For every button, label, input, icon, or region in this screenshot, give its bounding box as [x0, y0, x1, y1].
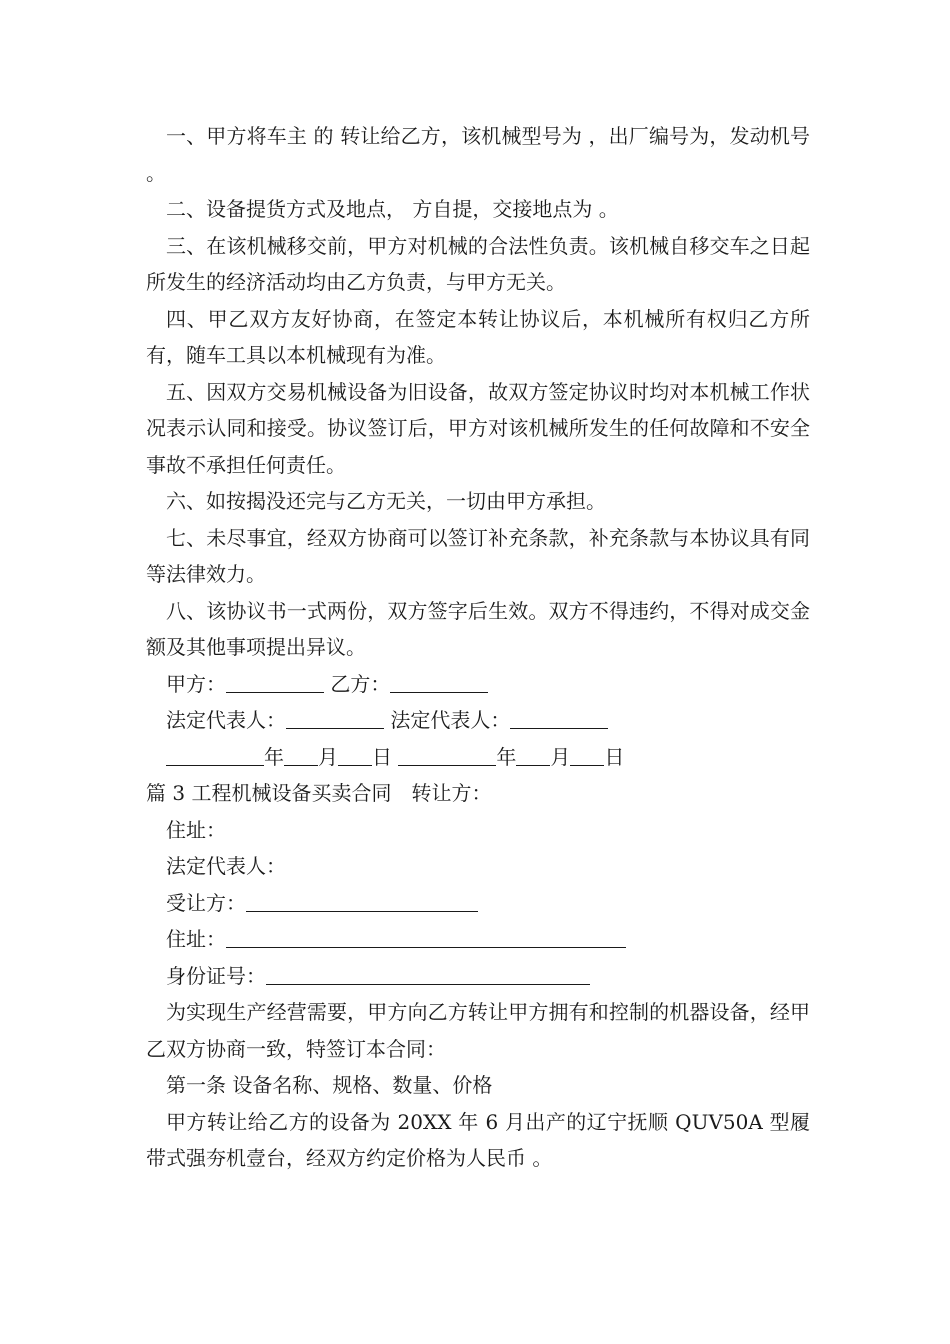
date-a-day-blank[interactable] — [338, 743, 372, 766]
party-a-blank[interactable] — [226, 670, 324, 693]
id-number-line — [146, 958, 810, 995]
clause-3: 三、在该机械移交前，甲方对机械的合法性负责。该机械自移交车之日起所发生的经济活动均由乙方负责，与甲方无关。 — [146, 233, 810, 294]
clause-7: 七、未尽事宜，经双方协商可以签订补充条款，补充条款与本协议具有同等法律效力。 — [146, 525, 810, 586]
contract-intro: 为实现生产经营需要，甲方向乙方转让甲方拥有和控制的机器设备，经甲乙双方协商一致，特签订本合同： — [146, 1000, 810, 1061]
year-label: 年 — [496, 744, 517, 769]
signature-reps-line — [146, 702, 810, 739]
signature-parties-line — [146, 666, 810, 703]
party-b-label: 乙方： — [330, 671, 391, 696]
date-b-day-blank[interactable] — [570, 743, 604, 766]
day-label: 日 — [372, 744, 392, 769]
date-b-month-blank[interactable] — [516, 743, 550, 766]
year-label: 年 — [264, 744, 284, 769]
section3-heading: 篇 3 工程机械设备买卖合同 转让方： — [146, 781, 492, 805]
day-label: 日 — [604, 744, 625, 769]
transferee-address-blank[interactable] — [226, 925, 626, 948]
id-number-blank[interactable] — [266, 962, 590, 985]
article-1-title: 第一条 设备名称、规格、数量、价格 — [166, 1073, 493, 1097]
transferee-address-line — [146, 921, 810, 958]
rep-b-label: 法定代表人： — [390, 708, 511, 732]
signature-dates-line — [146, 739, 810, 776]
document-page — [146, 118, 810, 1177]
date-a-month-blank[interactable] — [284, 743, 318, 766]
clause-1: 一、甲方将车主 的 转让给乙方，该机械型号为 ，出厂编号为，发动机号 。 — [146, 124, 810, 185]
clause-2: 二、设备提货方式及地点， 方自提，交接地点为 。 — [166, 197, 619, 221]
party-b-blank[interactable] — [390, 670, 488, 693]
date-b-year-blank[interactable] — [398, 743, 496, 766]
article-1-body: 甲方转让给乙方的设备为 20XX 年 6 月出产的辽宁抚顺 QUV50A 型履带式强夯机壹台，经双方约定价格为人民币 。 — [146, 1109, 810, 1170]
month-label: 月 — [318, 744, 338, 769]
transferee-label: 受让方： — [166, 890, 246, 915]
party-a-label: 甲方： — [166, 671, 226, 696]
month-label: 月 — [550, 744, 571, 769]
transferee-line — [146, 885, 810, 922]
clause-6: 六、如按揭没还完与乙方无关，一切由甲方承担。 — [166, 489, 606, 513]
rep-a-label: 法定代表人： — [166, 708, 286, 732]
rep-a-blank[interactable] — [286, 706, 384, 729]
transferee-blank[interactable] — [246, 889, 478, 912]
clause-5: 五、因双方交易机械设备为旧设备，故双方签定协议时均对本机械工作状况表示认同和接受。协议签订后，甲方对该机械所发生的任何故障和不安全事故不承担任何责任。 — [146, 379, 810, 477]
transferor-legal-rep: 法定代表人： — [166, 854, 286, 878]
clause-4: 四、甲乙双方友好协商，在签定本转让协议后，本机械所有权归乙方所有，随车工具以本机械现有为准。 — [146, 306, 810, 367]
transferee-address-label: 住址： — [166, 927, 226, 951]
rep-b-blank[interactable] — [510, 706, 608, 729]
date-a-year-blank[interactable] — [166, 743, 264, 766]
clause-8: 八、该协议书一式两份，双方签字后生效。双方不得违约，不得对成交金额及其他事项提出异议。 — [146, 598, 810, 659]
id-number-label: 身份证号： — [166, 963, 266, 988]
transferor-address: 住址： — [166, 817, 226, 842]
